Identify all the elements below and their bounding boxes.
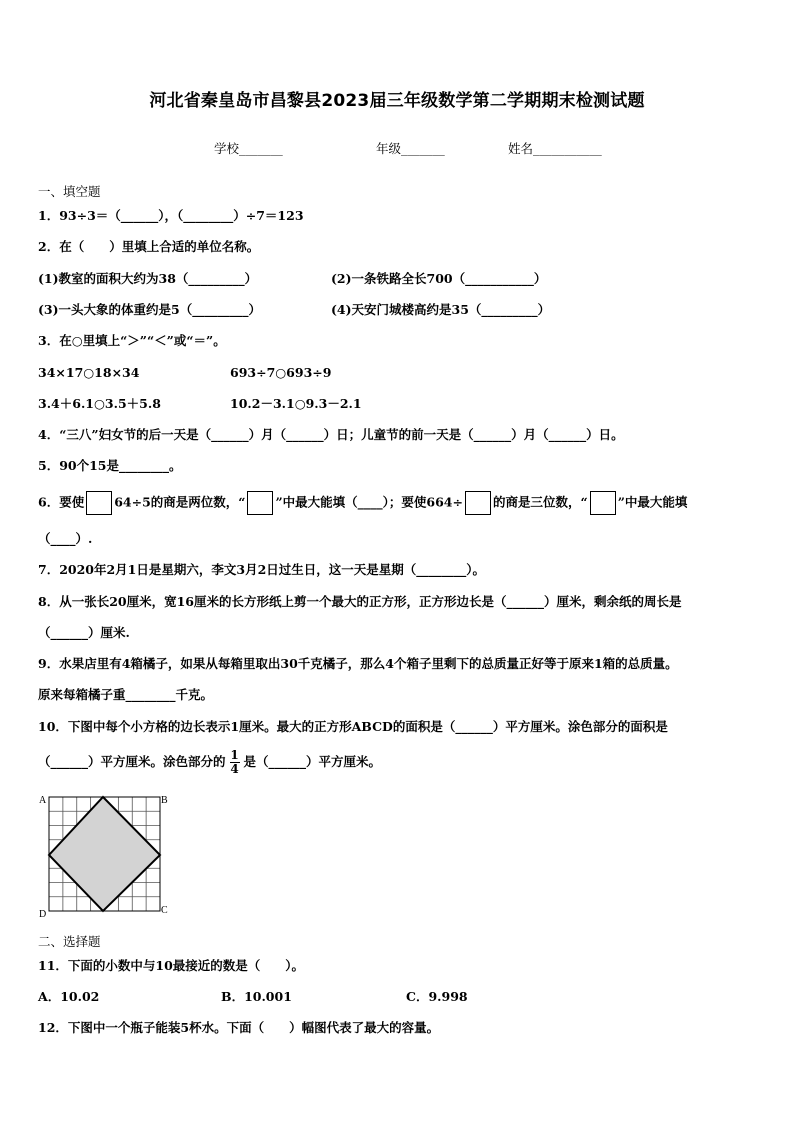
question-3-item-d: 10.2－3.1○9.3－2.1 xyxy=(230,396,362,411)
question-9-line-2: 原来每箱橘子重________千克。 xyxy=(38,687,214,702)
question-12: 12．下图中一个瓶子能装5杯水。下面（ ）幅图代表了最大的容量。 xyxy=(38,1020,440,1035)
question-8-line-2: （______）厘米. xyxy=(38,625,130,640)
question-4: 4．“三八”妇女节的后一天是（______）月（______）日；儿童节的前一天是（______）月（______）日。 xyxy=(38,427,624,442)
question-11-option-c[interactable]: C．9.998 xyxy=(406,989,468,1004)
question-11-option-a[interactable]: A．10.02 xyxy=(38,989,100,1004)
page-title: 河北省秦皇岛市昌黎县2023届三年级数学第二学期期末检测试题 xyxy=(149,91,645,111)
blank-box[interactable] xyxy=(247,491,273,515)
question-2-part-3: (3)一头大象的体重约是5（_________） xyxy=(38,302,261,317)
question-2-part-1: (1)教室的面积大约为38（_________） xyxy=(38,271,258,286)
vertex-label-b: B xyxy=(161,795,168,806)
question-2-part-4: (4)天安门城楼高约是35（_________） xyxy=(331,302,551,317)
question-3-item-c: 3.4＋6.1○3.5＋5.8 xyxy=(38,396,161,411)
question-11-option-b[interactable]: B．10.001 xyxy=(221,989,292,1004)
blank-box[interactable] xyxy=(465,491,491,515)
question-1: 1．93÷3＝（______），（________）÷7＝123 xyxy=(38,208,304,223)
question-3: 3．在○里填上“＞”“＜”或“＝”。 xyxy=(38,333,226,348)
fraction-one-quarter: $\frac{1}{4}$ xyxy=(230,747,239,776)
question-6: 6．要使 64÷5的商是两位数，“ ”中最大能填（____）；要使664÷ 的商是三位数，“ ”中最大能填 xyxy=(38,491,687,515)
vertex-label-d: D xyxy=(39,909,47,920)
name-field[interactable]: 姓名___________ xyxy=(508,141,602,156)
grade-field[interactable]: 年级_______ xyxy=(376,141,445,156)
school-field[interactable]: 学校_______ xyxy=(214,141,283,156)
vertex-label-c: C xyxy=(161,905,168,916)
question-9-line-1: 9．水果店里有4箱橘子，如果从每箱里取出30千克橘子，那么4个箱子里剩下的总质量正好等于原来1箱的总质量。 xyxy=(38,656,678,671)
grid-square-figure xyxy=(36,792,176,922)
vertex-label-a: A xyxy=(39,795,47,806)
question-3-item-a: 34×17○18×34 xyxy=(38,365,140,380)
question-8-line-1: 8．从一张长20厘米，宽16厘米的长方形纸上剪一个最大的正方形，正方形边长是（______）厘米，剩余纸的周长是 xyxy=(38,594,682,609)
question-7: 7．2020年2月1日是星期六，李文3月2日过生日，这一天是星期（________）。 xyxy=(38,562,486,577)
question-5: 5．90个15是________。 xyxy=(38,458,182,473)
question-11: 11．下面的小数中与10最接近的数是（ ）。 xyxy=(38,958,305,973)
question-2: 2．在（ ）里填上合适的单位名称。 xyxy=(38,239,260,254)
section-fill-blank-heading: 一、填空题 xyxy=(38,184,101,199)
section-choice-heading: 二、选择题 xyxy=(38,934,101,949)
blank-box[interactable] xyxy=(590,491,616,515)
question-6-continued: （____）. xyxy=(38,531,93,546)
question-10-line-1: 10．下图中每个小方格的边长表示1厘米。最大的正方形ABCD的面积是（______）平方厘米。涂色部分的面积是 xyxy=(38,719,668,734)
question-3-item-b: 693÷7○693÷9 xyxy=(230,365,332,380)
blank-box[interactable] xyxy=(86,491,112,515)
question-10-line-2: （______）平方厘米。涂色部分的 $\frac{1}{4}$ 是（______）平方厘米。 xyxy=(38,747,382,776)
question-2-part-2: (2)一条铁路全长700（___________） xyxy=(331,271,547,286)
shaded-square xyxy=(49,797,160,911)
